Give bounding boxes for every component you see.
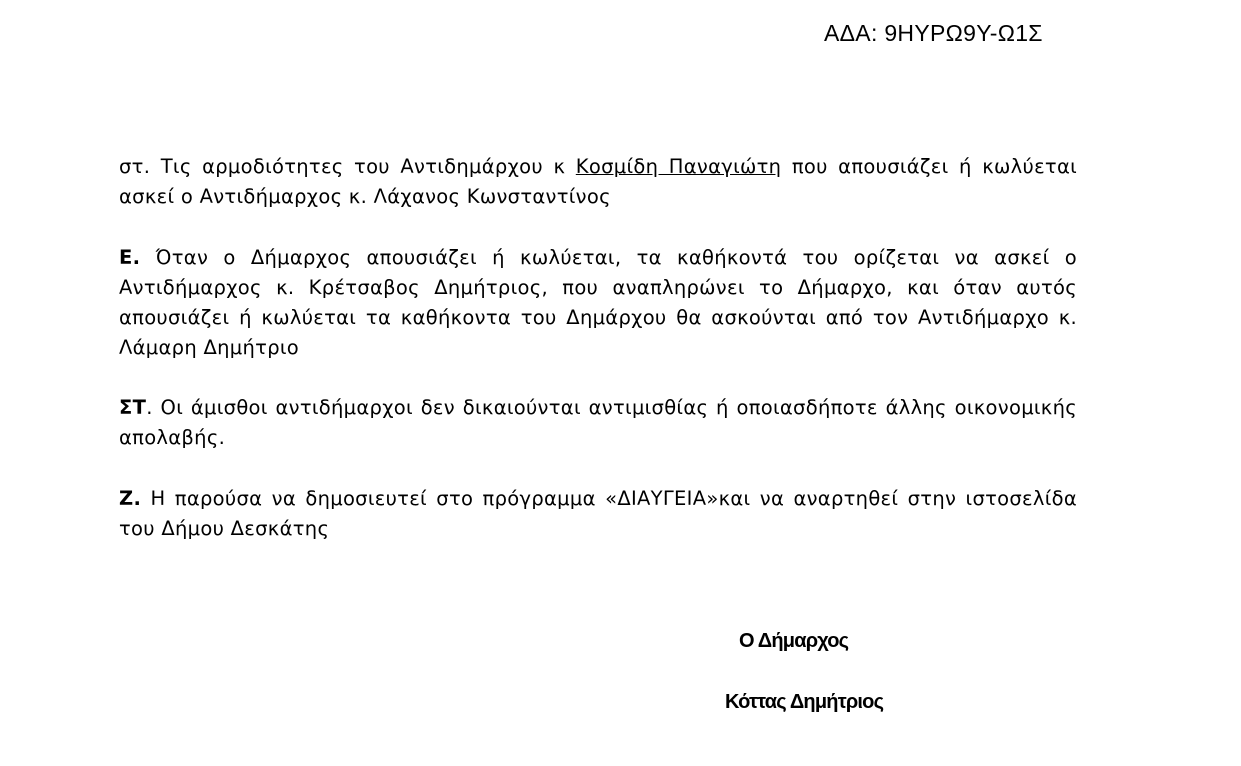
underlined-name: Κοσμίδη Παναγιώτη	[575, 155, 782, 178]
paragraph-st	[119, 393, 1077, 453]
paragraph-text: που απουσιάζει ή κωλύεται ασκεί ο Αντιδήμαρχος κ. Λάχανος Κωνσταντίνος	[119, 155, 1078, 208]
paragraph-st-sub	[119, 152, 1077, 212]
signature-name: Κόττας Δημήτριος	[725, 691, 884, 713]
paragraph-text: . Οι άμισθοι αντιδήμαρχοι δεν δικαιούνται αντιμισθίας ή οποιασδήποτε άλλης οικονομικής απολαβής.	[119, 396, 1077, 449]
paragraph-marker: Ζ.	[119, 487, 142, 510]
paragraph-text: Η παρούσα να δημοσιευτεί στο πρόγραμμα «ΔΙΑΥΓΕΙΑ»και να αναρτηθεί στην ιστοσελίδα του Δήμου Δεσκάτης	[119, 487, 1077, 540]
paragraph-text: στ. Τις αρμοδιότητες του Αντιδημάρχου κ	[119, 155, 576, 178]
paragraph-marker: ΣΤ	[119, 396, 147, 419]
paragraph-text: Όταν ο Δήμαρχος απουσιάζει ή κωλύεται, τα καθήκοντά του ορίζεται να ασκεί ο Αντιδήμαρχος κ. Κρέτσαβος Δημήτριος, που αναπληρώνει το Δήμαρχο, και όταν αυτός απουσιάζει ή κωλύεται τα καθήκοντα του Δημάρχου θα ασκούνται από τον Αντιδήμαρχο κ. Λάμαρη Δημήτριο	[119, 246, 1077, 359]
paragraph-e	[119, 243, 1077, 363]
ada-code: ΑΔΑ: 9ΗΥΡΩ9Υ-Ω1Σ	[824, 20, 1043, 46]
signature-title: Ο Δήμαρχος	[739, 630, 849, 652]
paragraph-z	[119, 484, 1077, 544]
paragraph-marker: Ε.	[119, 246, 141, 269]
